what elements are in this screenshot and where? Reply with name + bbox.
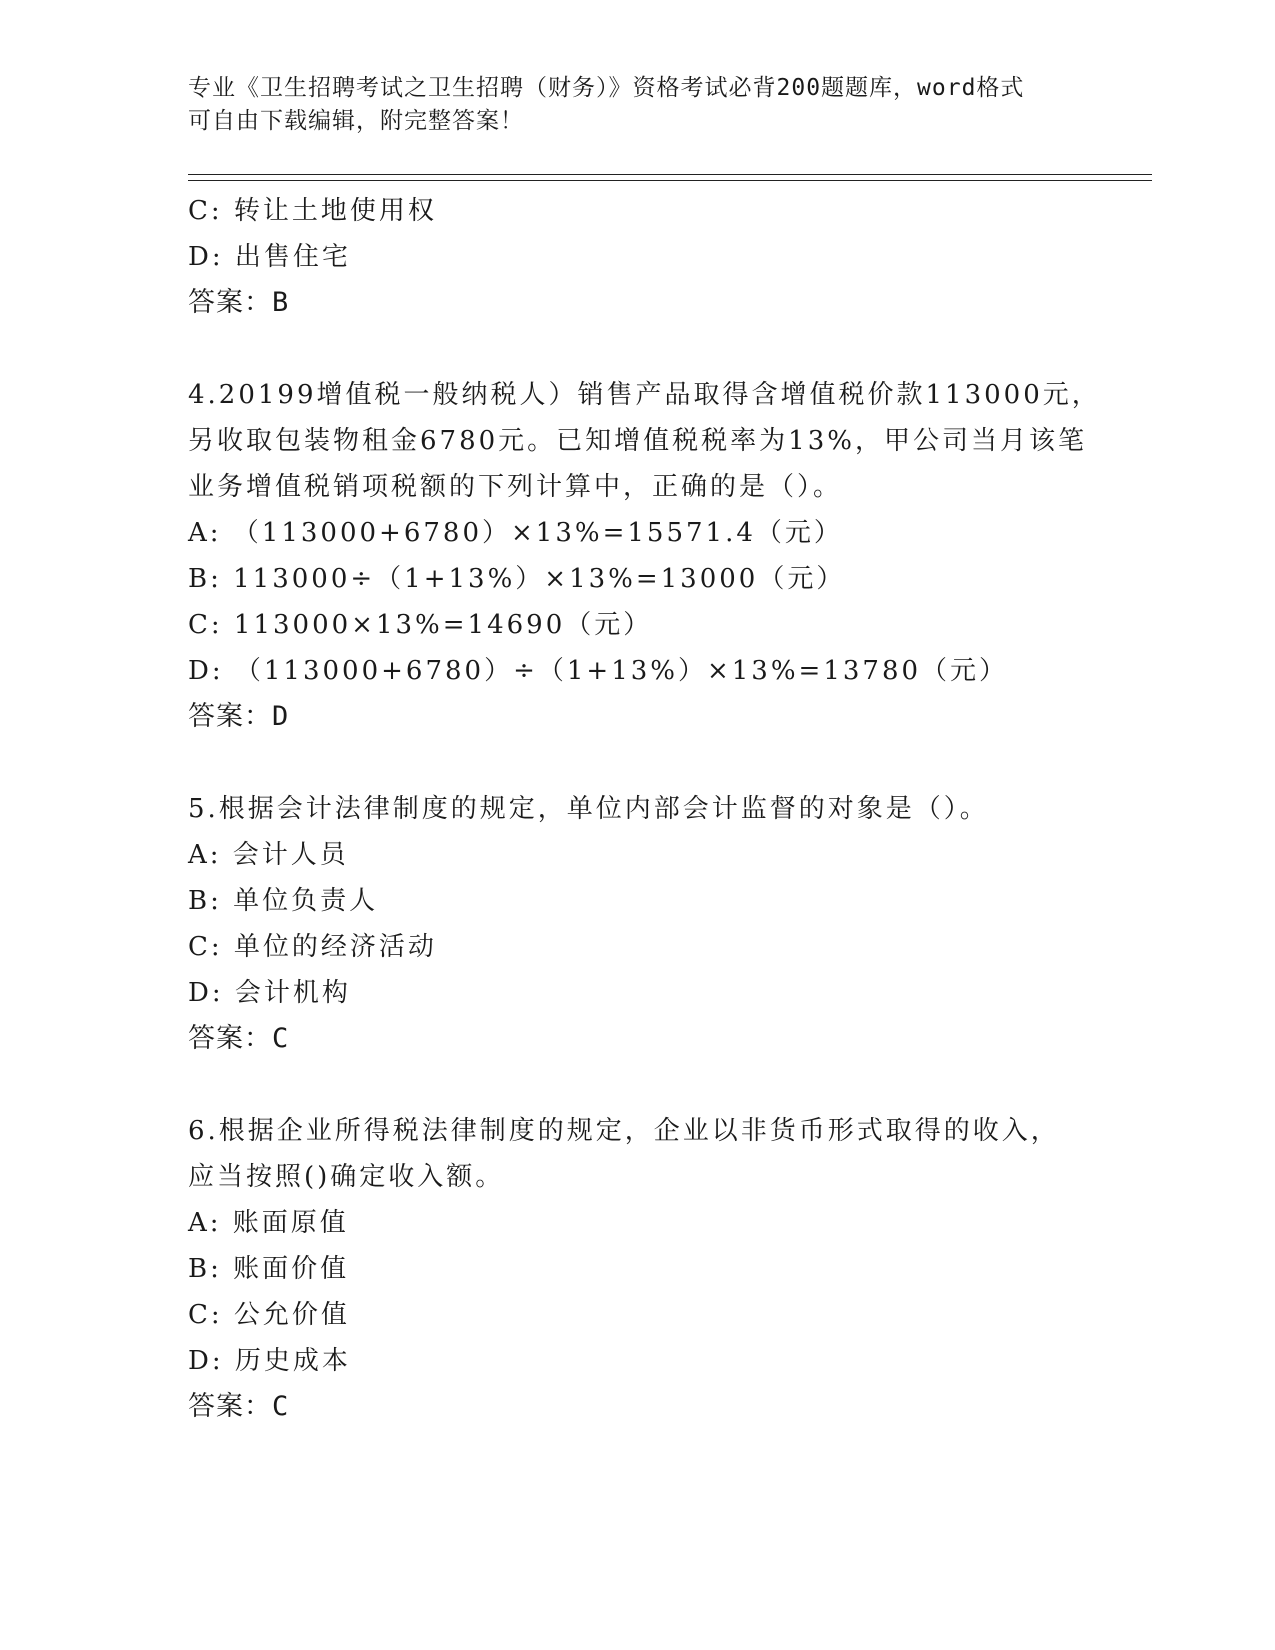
option-c: C: 113000×13%=14690（元） xyxy=(188,610,653,640)
question-5 xyxy=(188,786,1088,1062)
question-3-tail xyxy=(188,188,1088,326)
spacer xyxy=(188,1062,1088,1108)
page-header xyxy=(188,72,1088,138)
header-title-line-2: 可自由下载编辑，附完整答案！ xyxy=(188,108,524,134)
question-list xyxy=(188,188,1101,1430)
option-a: A: （113000+6780）×13%=15571.4（元） xyxy=(188,518,843,548)
header-title-line-1: 专业《卫生招聘考试之卫生招聘（财务）》资格考试必背200题题库，word格式 xyxy=(188,75,1025,101)
option-b: B: 账面价值 xyxy=(188,1254,350,1284)
option-d: D: 会计机构 xyxy=(188,978,351,1008)
option-d: D: 历史成本 xyxy=(188,1346,351,1376)
option-d: D: 出售住宅 xyxy=(188,242,351,272)
option-a: A: 账面原值 xyxy=(188,1208,349,1238)
spacer xyxy=(188,740,1088,786)
option-b: B: 单位负责人 xyxy=(188,886,379,916)
answer-line: 答案：C xyxy=(188,1023,290,1054)
option-c: C: 单位的经济活动 xyxy=(188,932,437,962)
option-c: C: 公允价值 xyxy=(188,1300,350,1330)
spacer xyxy=(188,326,1088,372)
answer-line: 答案：B xyxy=(188,287,290,318)
header-rule-top xyxy=(188,174,1152,175)
header-rule-bottom xyxy=(188,180,1152,181)
answer-line: 答案：D xyxy=(188,701,290,732)
option-b: B: 113000÷（1+13%）×13%=13000（元） xyxy=(188,564,846,594)
option-a: A: 会计人员 xyxy=(188,840,349,870)
question-stem: 应当按照()确定收入额。 xyxy=(188,1162,505,1192)
option-c: C: 转让土地使用权 xyxy=(188,196,437,226)
question-stem: 5.根据会计法律制度的规定，单位内部会计监督的对象是（）。 xyxy=(188,794,989,824)
question-6 xyxy=(188,1108,1088,1430)
question-stem: 4.20199增值税一般纳税人）销售产品取得含增值税价款113000元， xyxy=(188,380,1101,410)
question-stem: 业务增值税销项税额的下列计算中，正确的是（）。 xyxy=(188,472,843,502)
question-stem: 6.根据企业所得税法律制度的规定，企业以非货币形式取得的收入， xyxy=(188,1116,1060,1146)
answer-line: 答案：C xyxy=(188,1391,290,1422)
option-d: D: （113000+6780）÷（1+13%）×13%=13780（元） xyxy=(188,656,1009,686)
question-4 xyxy=(188,372,1101,740)
question-stem: 另收取包装物租金6780元。已知增值税税率为13%，甲公司当月该笔 xyxy=(188,426,1087,456)
